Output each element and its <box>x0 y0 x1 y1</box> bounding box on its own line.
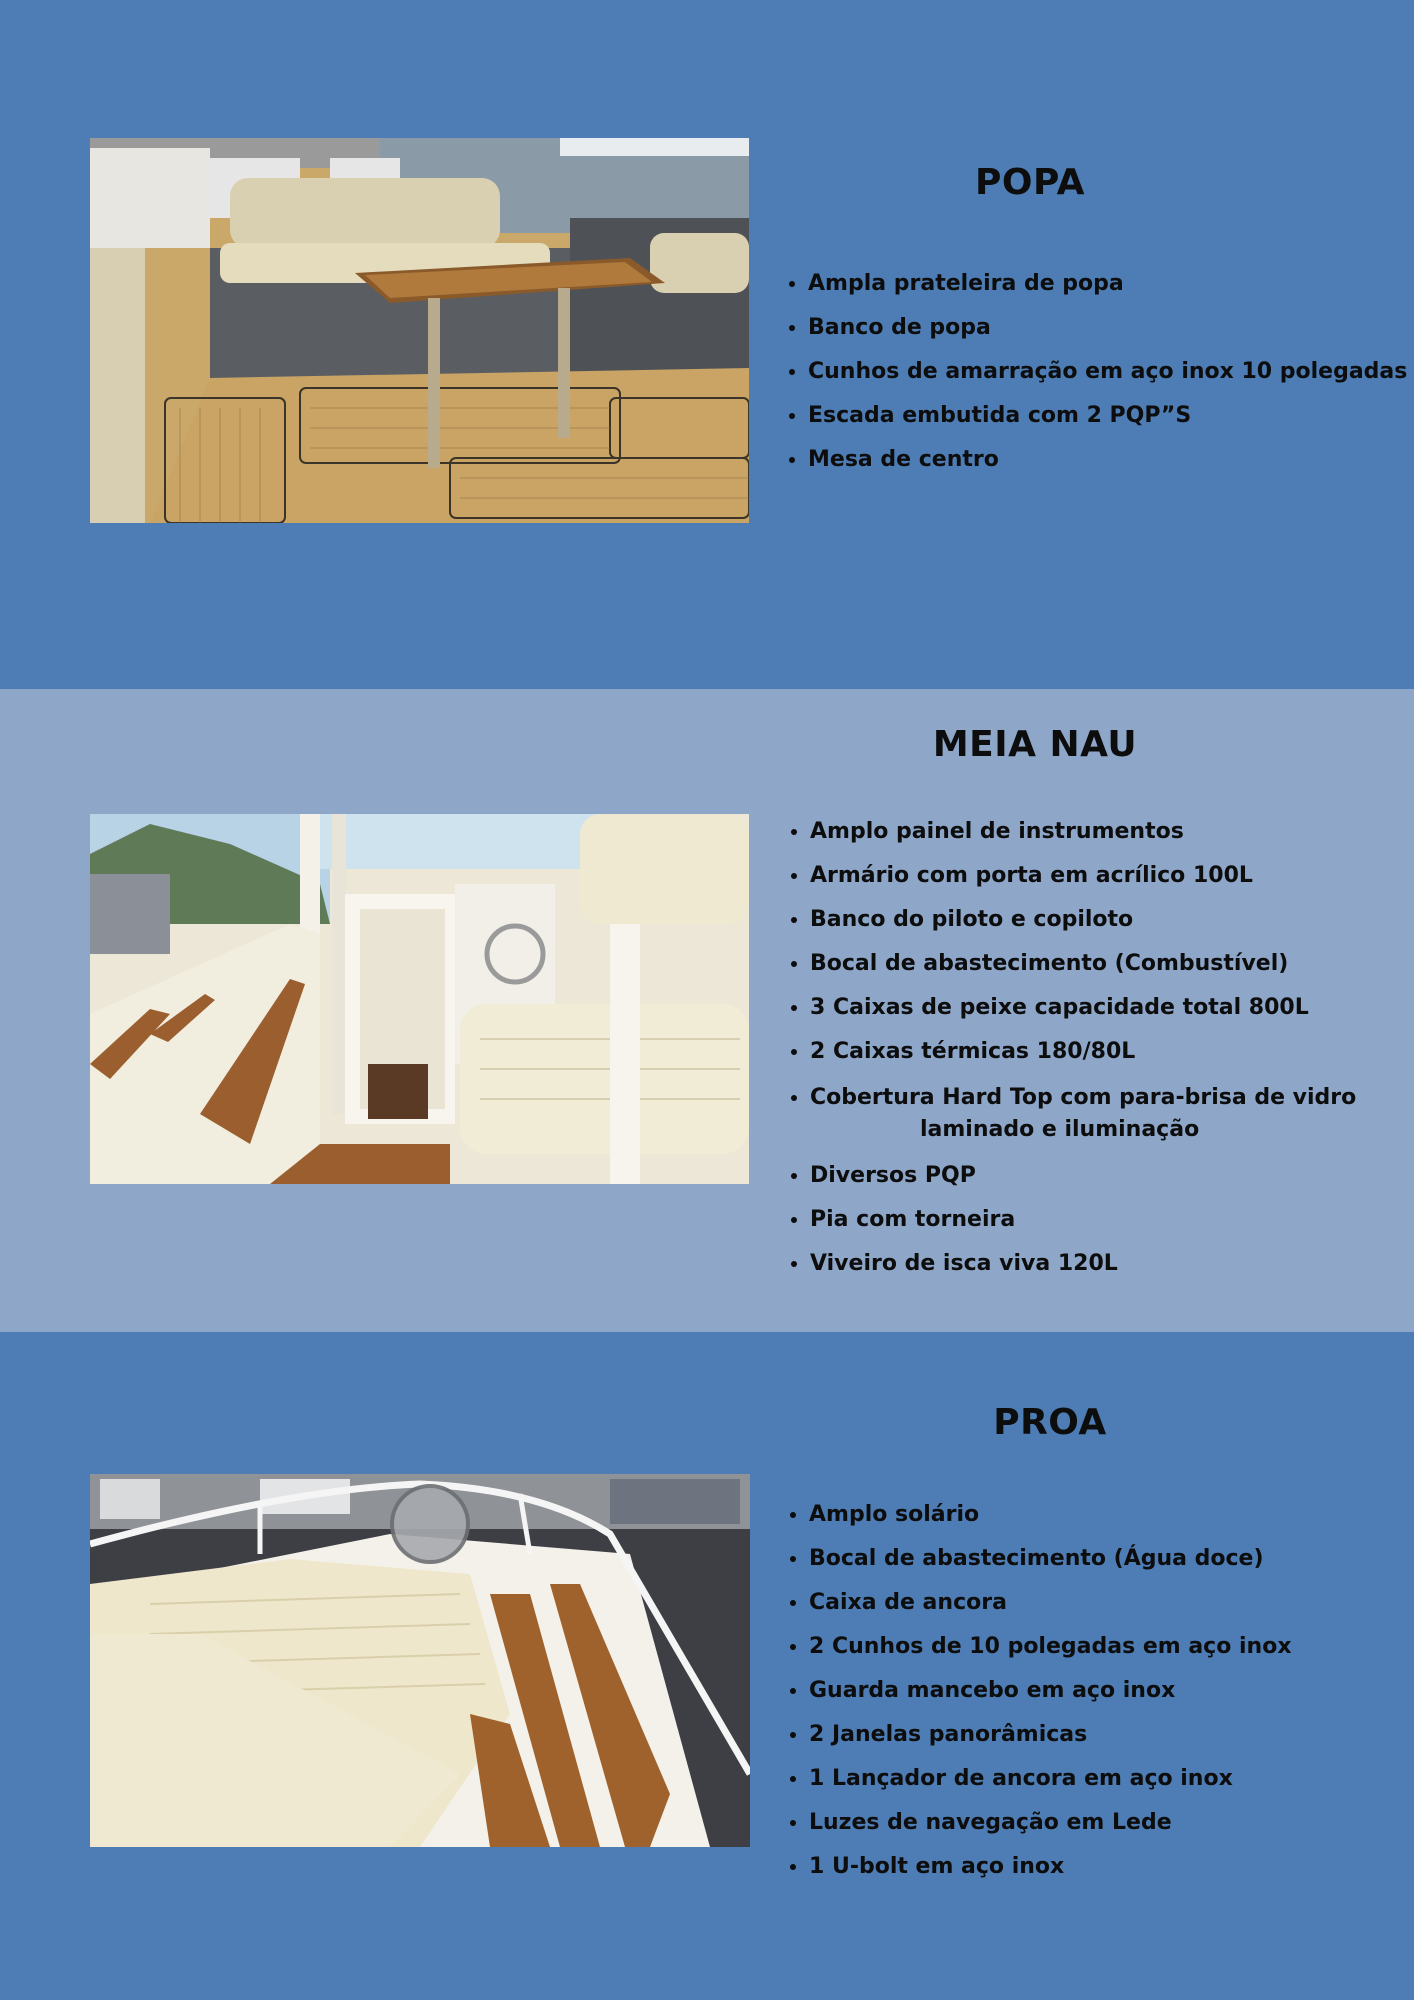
popa-photo <box>90 138 749 523</box>
list-item: • Diversos PQP <box>810 1162 1414 1190</box>
list-item: • 1 Lançador de ancora em aço inox <box>809 1765 1414 1793</box>
section-popa <box>0 0 1414 689</box>
list-item: • Banco do piloto e copiloto <box>810 906 1414 934</box>
proa-feature-list <box>777 1501 1414 1897</box>
meia-nau-feature-list <box>778 818 1414 1294</box>
proa-photo <box>90 1474 750 1847</box>
list-item: • Viveiro de isca viva 120L <box>810 1250 1414 1278</box>
list-item: • Amplo solário <box>809 1501 1414 1529</box>
list-item: • Amplo painel de instrumentos <box>810 818 1414 846</box>
list-item: • Bocal de abastecimento (Combustível) <box>810 950 1414 978</box>
popa-illustration <box>90 138 749 523</box>
list-item: • 1 U-bolt em aço inox <box>809 1853 1414 1881</box>
popa-feature-list <box>776 270 1414 490</box>
list-item: • 2 Caixas térmicas 180/80L <box>810 1038 1414 1066</box>
list-item: • 2 Janelas panorâmicas <box>809 1721 1414 1749</box>
list-item-continuation: laminado e iluminação <box>920 1117 1200 1142</box>
list-item: • Luzes de navegação em Lede <box>809 1809 1414 1837</box>
list-item: • Escada embutida com 2 PQP”S <box>808 402 1414 430</box>
popa-title: POPA <box>975 162 1085 203</box>
list-item: • Ampla prateleira de popa <box>808 270 1414 298</box>
section-meia-nau <box>0 689 1414 1332</box>
list-item-line: Cobertura Hard Top com para-brisa de vidro <box>810 1085 1357 1110</box>
list-item: • 2 Cunhos de 10 polegadas em aço inox <box>809 1633 1414 1661</box>
list-item: • Armário com porta em acrílico 100L <box>810 862 1414 890</box>
meia-nau-illustration <box>90 814 749 1184</box>
list-item: • Caixa de ancora <box>809 1589 1414 1617</box>
meia-nau-photo <box>90 814 749 1184</box>
proa-illustration <box>90 1474 750 1847</box>
list-item: • Guarda mancebo em aço inox <box>809 1677 1414 1705</box>
proa-title: PROA <box>993 1402 1107 1443</box>
list-item <box>810 1082 1414 1146</box>
list-item: • Mesa de centro <box>808 446 1414 474</box>
list-item: • Pia com torneira <box>810 1206 1414 1234</box>
list-item: • Banco de popa <box>808 314 1414 342</box>
meia-nau-title: MEIA NAU <box>932 724 1138 765</box>
section-proa <box>0 1332 1414 2000</box>
list-item: • Bocal de abastecimento (Água doce) <box>809 1545 1414 1573</box>
list-item: • 3 Caixas de peixe capacidade total 800L <box>810 994 1414 1022</box>
list-item: • Cunhos de amarração em aço inox 10 polegadas <box>808 358 1414 386</box>
